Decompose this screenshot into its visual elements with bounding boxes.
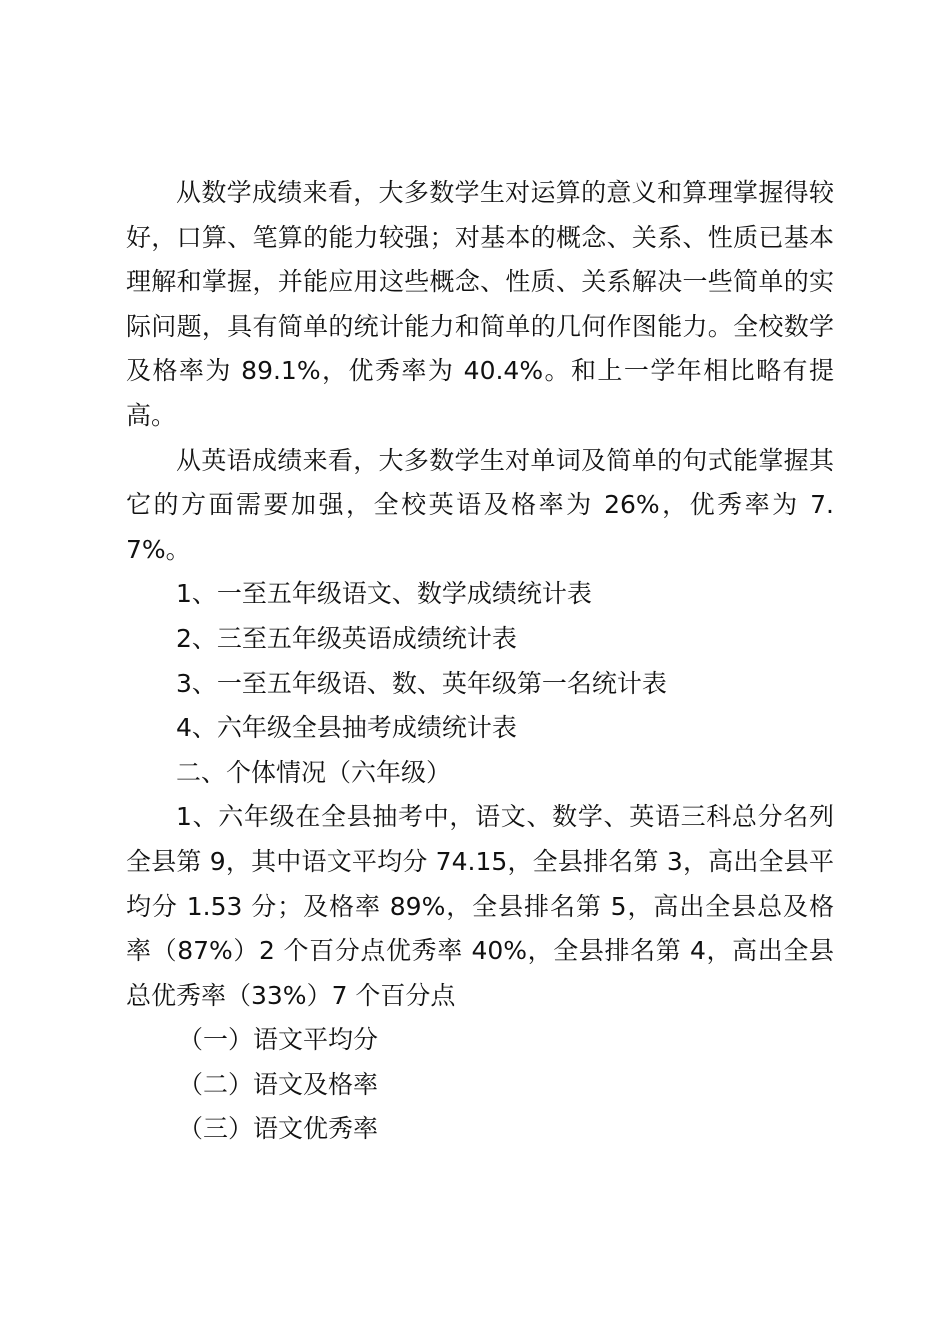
table-list-item-3: 3、一至五年级语、数、英年级第一名统计表 — [176, 668, 667, 698]
section-heading: 二、个体情况（六年级） — [176, 757, 452, 787]
document-body — [126, 171, 834, 1152]
sub-item-average-score: （一）语文平均分 — [178, 1025, 379, 1055]
grade-six-paragraph: 1、六年级在全县抽考中，语文、数学、英语三科总分名列全县第 9，其中语文平均分 74.15，全县排名第 3，高出全县平均分 1.53 分；及格率 89%，全县排名第 5，高出全县总及格率（87%）2 个百分点优秀率 40%，全县排名第 4，高出全县总优秀率（33%）7 个百分点 — [126, 802, 834, 1010]
sub-item-pass-rate: （二）语文及格率 — [178, 1069, 379, 1099]
table-list-item-4: 4、六年级全县抽考成绩统计表 — [176, 713, 517, 743]
english-results-paragraph: 从英语成绩来看，大多数学生对单词及简单的句式能掌握其它的方面需要加强，全校英语及格率为 26%，优秀率为 7.7%。 — [126, 445, 834, 564]
table-list-item-2: 2、三至五年级英语成绩统计表 — [176, 623, 517, 653]
sub-item-excellence-rate: （三）语文优秀率 — [178, 1114, 379, 1144]
table-list-item-1: 1、一至五年级语文、数学成绩统计表 — [176, 579, 592, 609]
math-results-paragraph: 从数学成绩来看，大多数学生对运算的意义和算理掌握得较好，口算、笔算的能力较强；对基本的概念、关系、性质已基本理解和掌握，并能应用这些概念、性质、关系解决一些简单的实际问题，具有简单的统计能力和简单的几何作图能力。全校数学及格率为 89.1%，优秀率为 40.4%。和上一学年相比略有提高。 — [126, 178, 834, 430]
